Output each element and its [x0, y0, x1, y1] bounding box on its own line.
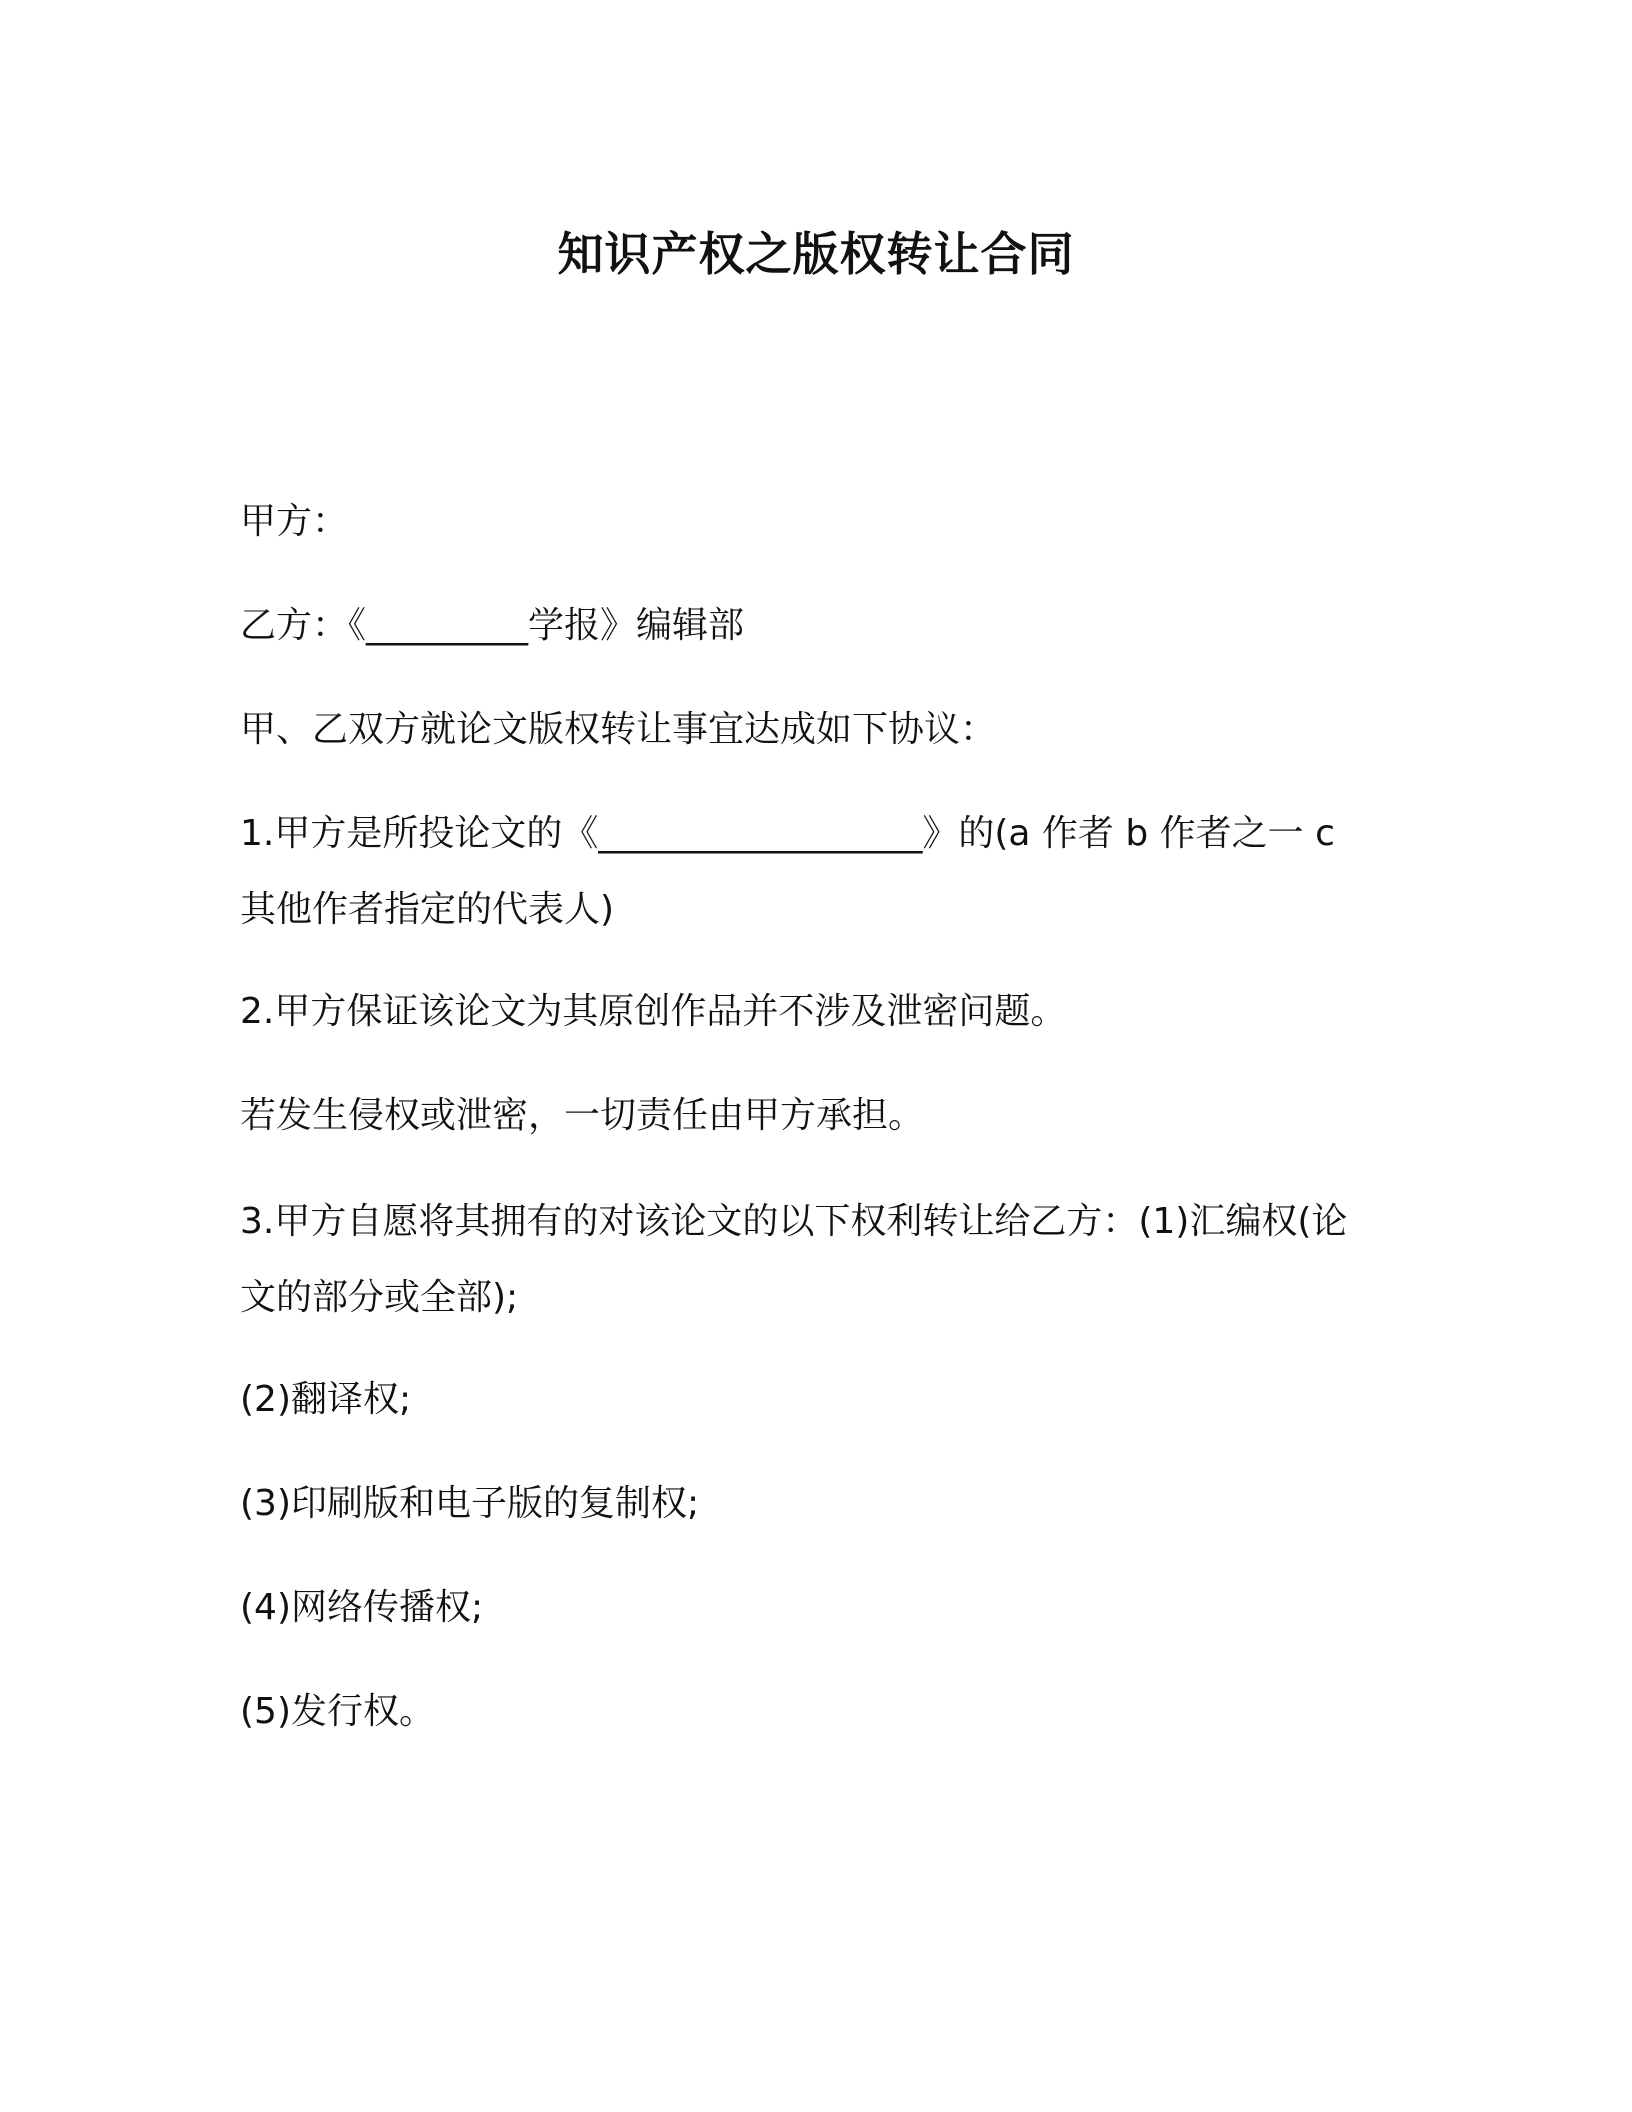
- right-distribution: (5)发行权。: [240, 1691, 435, 1732]
- clause-1: 1.甲方是所投论文的《__________________》的(a 作者 b 作者之一 c 其他作者指定的代表人): [240, 813, 1335, 930]
- agreement-intro: 甲、乙双方就论文版权转让事宜达成如下协议：: [240, 709, 997, 750]
- right-reproduction: (3)印刷版和电子版的复制权;: [240, 1483, 700, 1524]
- party-a-line: 甲方：: [240, 501, 349, 542]
- clause-2-liability: 若发生侵权或泄密，一切责任由甲方承担。: [240, 1095, 925, 1136]
- clause-2: 2.甲方保证该论文为其原创作品并不涉及泄密问题。: [240, 991, 1067, 1032]
- right-translation: (2)翻译权;: [240, 1379, 412, 1420]
- right-network-dissemination: (4)网络传播权;: [240, 1587, 484, 1628]
- party-b-line: 乙方：《_________学报》编辑部: [240, 605, 745, 646]
- clause-3: 3.甲方自愿将其拥有的对该论文的以下权利转让给乙方：(1)汇编权(论文的部分或全部);: [240, 1201, 1348, 1318]
- document-title: 知识产权之版权转让合同: [557, 227, 1075, 281]
